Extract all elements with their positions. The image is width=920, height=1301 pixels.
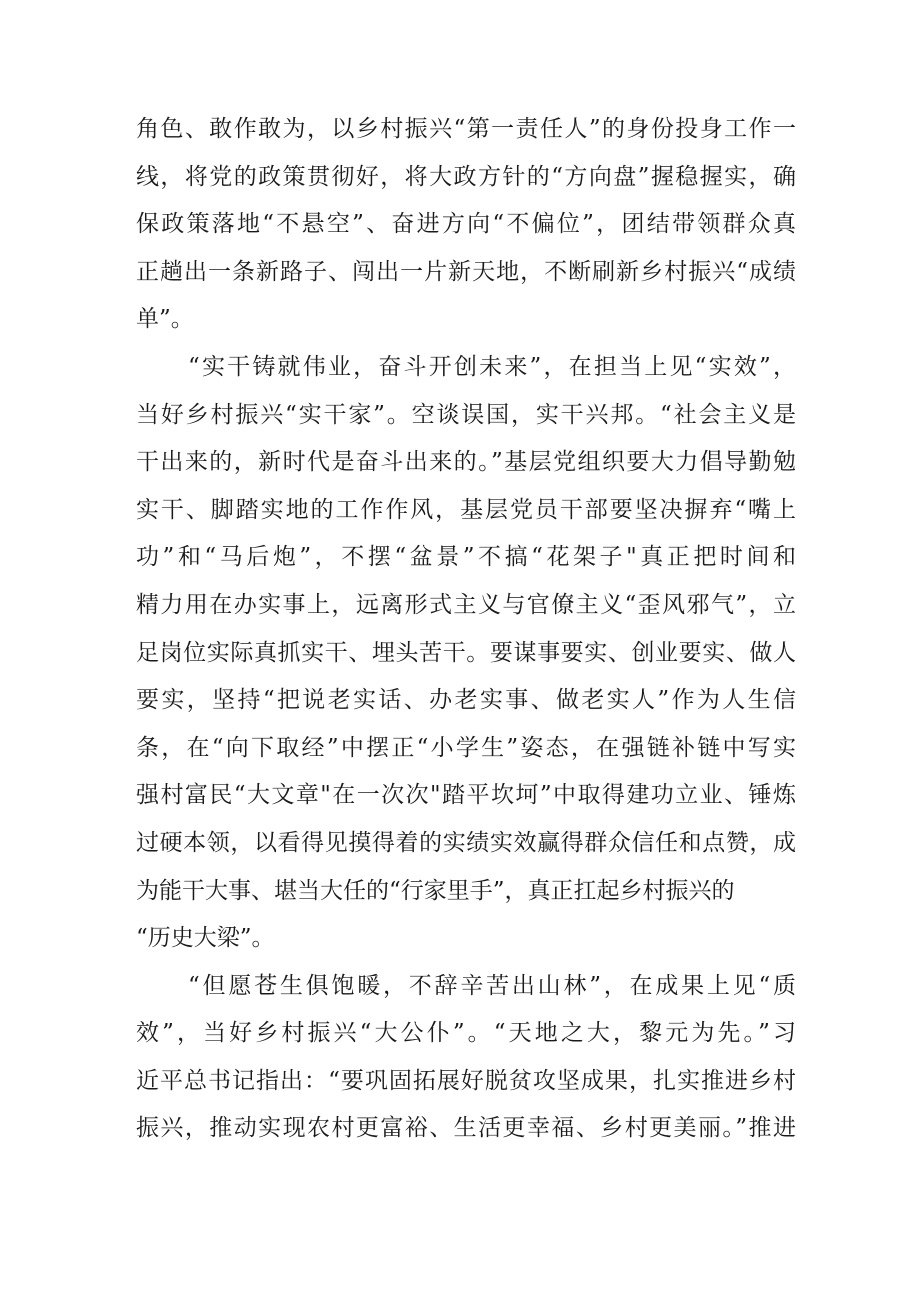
text-line: 强村富民“大文章"在一次次"踏平坎坷”中取得建功立业、锤炼 <box>136 782 796 809</box>
text-line: 振兴，推动实现农村更富裕、生活更幸福、乡村更美丽。”推进 <box>136 1115 796 1142</box>
document-body <box>136 106 796 1153</box>
text-line: 精力用在办实事上，远离形式主义与官僚主义“歪风邪气”，立 <box>136 591 796 618</box>
text-line: 干出来的，新时代是奋斗出来的。”基层党组织要大力倡导勤勉 <box>136 449 796 476</box>
paragraph-first-line: “实干铸就伟业，奋斗开创未来”，在担当上见“实效”， <box>188 353 796 380</box>
text-line: 单”。 <box>136 306 194 333</box>
text-line: 近平总书记指出：“要巩固拓展好脱贫攻坚成果，扎实推进乡村 <box>136 1067 796 1094</box>
text-line: “历史大梁”。 <box>136 925 275 952</box>
text-line: 角色、敢作敢为，以乡村振兴“第一责任人”的身份投身工作一 <box>136 116 796 142</box>
paragraph-first-line: “但愿苍生俱饱暖，不辞辛苦出山林”，在成果上见“质 <box>188 972 796 999</box>
text-line: 要实，坚持“把说老实话、办老实事、做老实人”作为人生信 <box>136 687 796 714</box>
text-line: 足岗位实际真抓实干、埋头苦干。要谋事要实、创业要实、做人 <box>136 639 796 666</box>
text-line: 为能干大事、堪当大任的“行家里手”，真正扛起乡村振兴的 <box>136 877 735 904</box>
text-line: 实干、脚踏实地的工作作风，基层党员干部要坚决摒弃“嘴上 <box>136 496 796 523</box>
text-line: 正趟出一条新路子、闯出一片新天地，不断刷新乡村振兴“成绩 <box>136 258 796 285</box>
text-line: 线，将党的政策贯彻好，将大政方针的“方向盘”握稳握实，确 <box>136 163 796 190</box>
text-line: 效”，当好乡村振兴“大公仆”。“天地之大，黎元为先。”习 <box>136 1020 796 1047</box>
text-line: 保政策落地“不悬空”、奋进方向“不偏位”，团结带领群众真 <box>136 211 796 238</box>
text-line: 条，在“向下取经”中摆正“小学生”姿态，在强链补链中写实 <box>136 734 796 761</box>
text-line: 功”和“马后炮”，不摆“盆景”不搞“花架子"真正把时间和 <box>136 544 796 571</box>
text-line: 当好乡村振兴“实干家”。空谈误国，实干兴邦。“社会主义是 <box>136 401 796 428</box>
text-line: 过硬本领，以看得见摸得着的实绩实效赢得群众信任和点赞，成 <box>136 829 796 856</box>
